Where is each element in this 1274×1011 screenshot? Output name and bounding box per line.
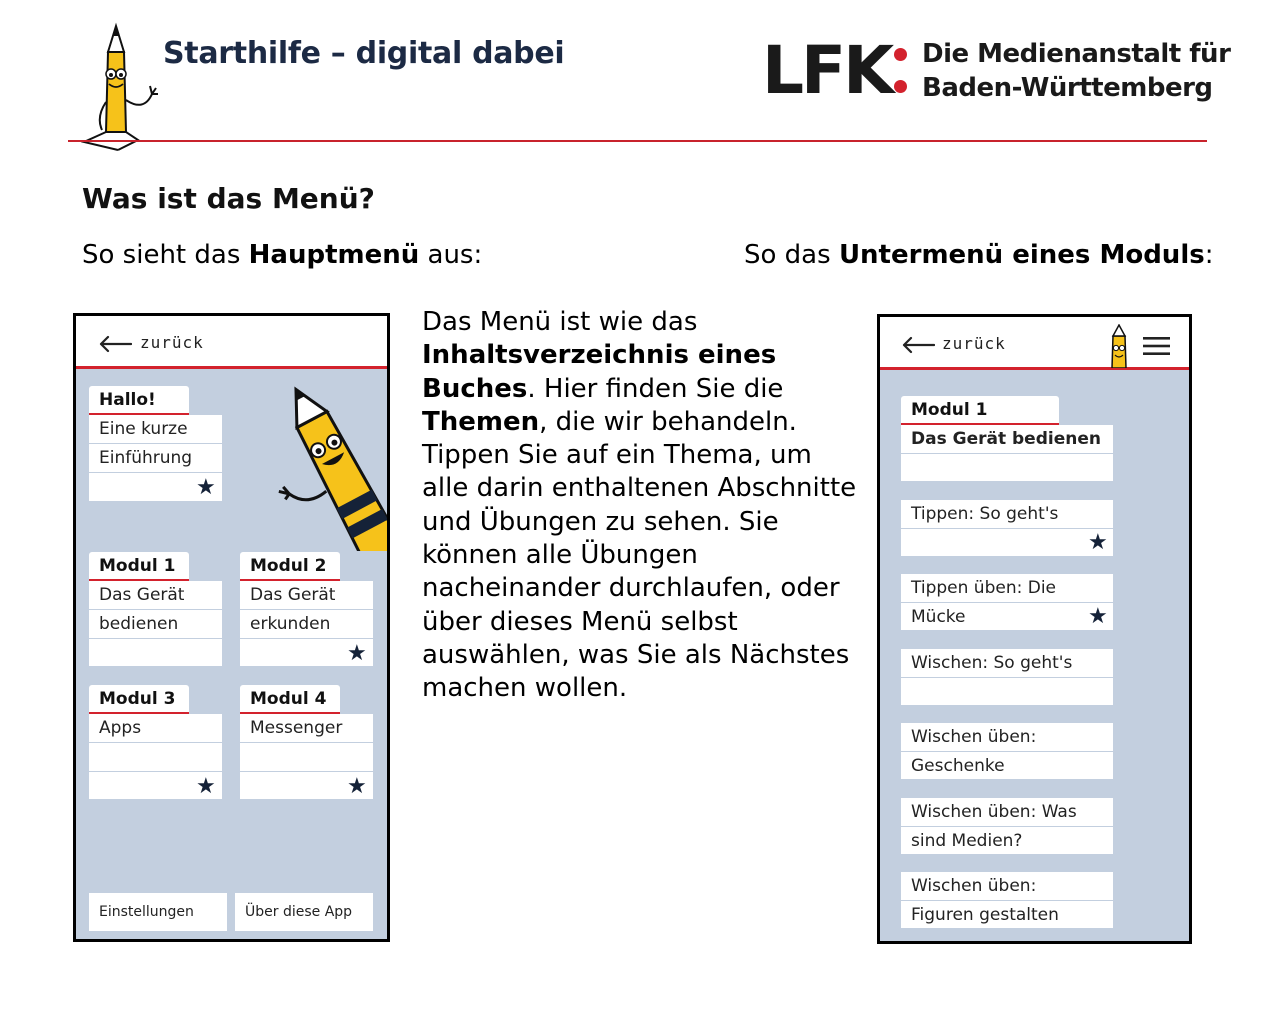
pencil-mascot-icon	[261, 376, 390, 551]
sub-menu-item[interactable]: Wischen üben:	[901, 723, 1113, 752]
sub-menu-module-tab[interactable]: Modul 1	[901, 396, 1059, 425]
main-menu-card-blank[interactable]	[240, 743, 373, 772]
main-menu-tab-modul-1[interactable]: Modul 1	[89, 552, 189, 581]
main-menu-card-line[interactable]: Eine kurze	[89, 415, 222, 444]
sub-menu-item[interactable]: Figuren gestalten	[901, 901, 1113, 929]
sub-menu-item-footer[interactable]	[901, 529, 1113, 557]
header-divider	[68, 140, 1207, 142]
main-menu-tab-hallo[interactable]: Hallo!	[89, 386, 189, 415]
settings-button[interactable]: Einstellungen	[89, 893, 227, 931]
main-menu-card-line[interactable]: Messenger	[240, 714, 373, 743]
main-menu-card-line[interactable]: Das Gerät	[89, 581, 222, 610]
about-app-button[interactable]: Über diese App	[235, 893, 373, 931]
main-menu-card-line[interactable]: Apps	[89, 714, 222, 743]
phone-top-bar	[880, 317, 1189, 370]
caption-emphasis: Hauptmenü	[248, 240, 420, 270]
sub-menu-item[interactable]: Wischen: So geht's	[901, 649, 1113, 678]
paragraph-text: , die wir behandeln. Tippen Sie auf ein Thema, um alle darin enthaltenen Abschnitte und Übungen zu sehen. Sie können alle Übungen nacheinander durchlaufen, oder über dieses Menü selbst auswählen, was Sie als Nächstes machen wollen.	[422, 406, 857, 704]
pencil-mascot-icon	[78, 22, 168, 154]
star-icon: ★	[196, 774, 216, 799]
paragraph-text: Das Menü ist wie das	[422, 307, 698, 337]
sub-menu-item-blank[interactable]	[901, 454, 1113, 482]
explanation-paragraph	[422, 306, 862, 706]
caption-text: aus:	[419, 240, 483, 270]
paragraph-emphasis: Inhaltsverzeichnis eines Buches	[422, 340, 777, 404]
logo-dot	[894, 48, 907, 61]
back-button[interactable]: zurück	[140, 333, 204, 352]
logo-org-line-2: Baden-Württemberg	[922, 73, 1213, 103]
main-menu-tab-modul-4[interactable]: Modul 4	[240, 685, 340, 714]
main-menu-tab-modul-2[interactable]: Modul 2	[240, 552, 340, 581]
main-menu-card-line[interactable]: Einführung	[89, 444, 222, 473]
lfk-logo-letters: LFK	[762, 32, 892, 109]
star-icon: ★	[347, 774, 367, 799]
star-icon: ★	[1088, 604, 1108, 629]
caption-text: :	[1204, 240, 1214, 270]
main-menu-card-line[interactable]: Das Gerät	[240, 581, 373, 610]
section-title: Was ist das Menü?	[82, 182, 375, 215]
caption-main-menu	[82, 240, 482, 270]
main-menu-card-blank[interactable]	[89, 743, 222, 772]
sub-menu-item[interactable]: Wischen üben:	[901, 872, 1113, 901]
sub-menu-item[interactable]: Mücke	[901, 603, 1113, 631]
pencil-mascot-icon	[1108, 324, 1130, 368]
sub-menu-item[interactable]: sind Medien?	[901, 827, 1113, 855]
caption-emphasis: Untermenü eines Moduls	[838, 240, 1205, 270]
caption-text: So das	[744, 240, 839, 270]
caption-sub-menu	[744, 240, 1213, 270]
main-menu-tab-modul-3[interactable]: Modul 3	[89, 685, 189, 714]
back-button[interactable]: zurück	[942, 334, 1006, 353]
star-icon: ★	[347, 641, 367, 666]
sub-menu-item[interactable]: Geschenke	[901, 752, 1113, 780]
arrow-left-icon[interactable]	[901, 336, 935, 354]
lfk-logo	[762, 32, 1231, 109]
arrow-left-icon[interactable]	[98, 335, 132, 353]
sub-menu-item[interactable]: Tippen üben: Die	[901, 574, 1113, 603]
main-menu-card-line[interactable]: bedienen	[89, 610, 222, 639]
phone-top-bar	[76, 316, 387, 369]
hamburger-icon[interactable]	[1143, 336, 1171, 356]
star-icon: ★	[1088, 530, 1108, 555]
main-menu-phone-mockup	[73, 313, 390, 942]
document-title: Starthilfe – digital dabei	[163, 36, 565, 71]
paragraph-emphasis: Themen	[422, 406, 540, 437]
sub-menu-item[interactable]: Wischen üben: Was	[901, 798, 1113, 827]
caption-text: So sieht das	[82, 240, 249, 270]
logo-dot	[894, 80, 907, 93]
star-icon: ★	[196, 475, 216, 500]
sub-menu-item-footer[interactable]	[901, 678, 1113, 706]
sub-menu-phone-mockup	[877, 314, 1192, 944]
paragraph-text: . Hier finden Sie die	[527, 373, 784, 404]
sub-menu-item[interactable]: Tippen: So geht's	[901, 500, 1113, 529]
logo-org-line-1: Die Medienanstalt für	[922, 39, 1231, 69]
main-menu-card-footer[interactable]	[89, 639, 222, 667]
sub-menu-module-title[interactable]: Das Gerät bedienen	[901, 425, 1113, 454]
main-menu-card-line[interactable]: erkunden	[240, 610, 373, 639]
